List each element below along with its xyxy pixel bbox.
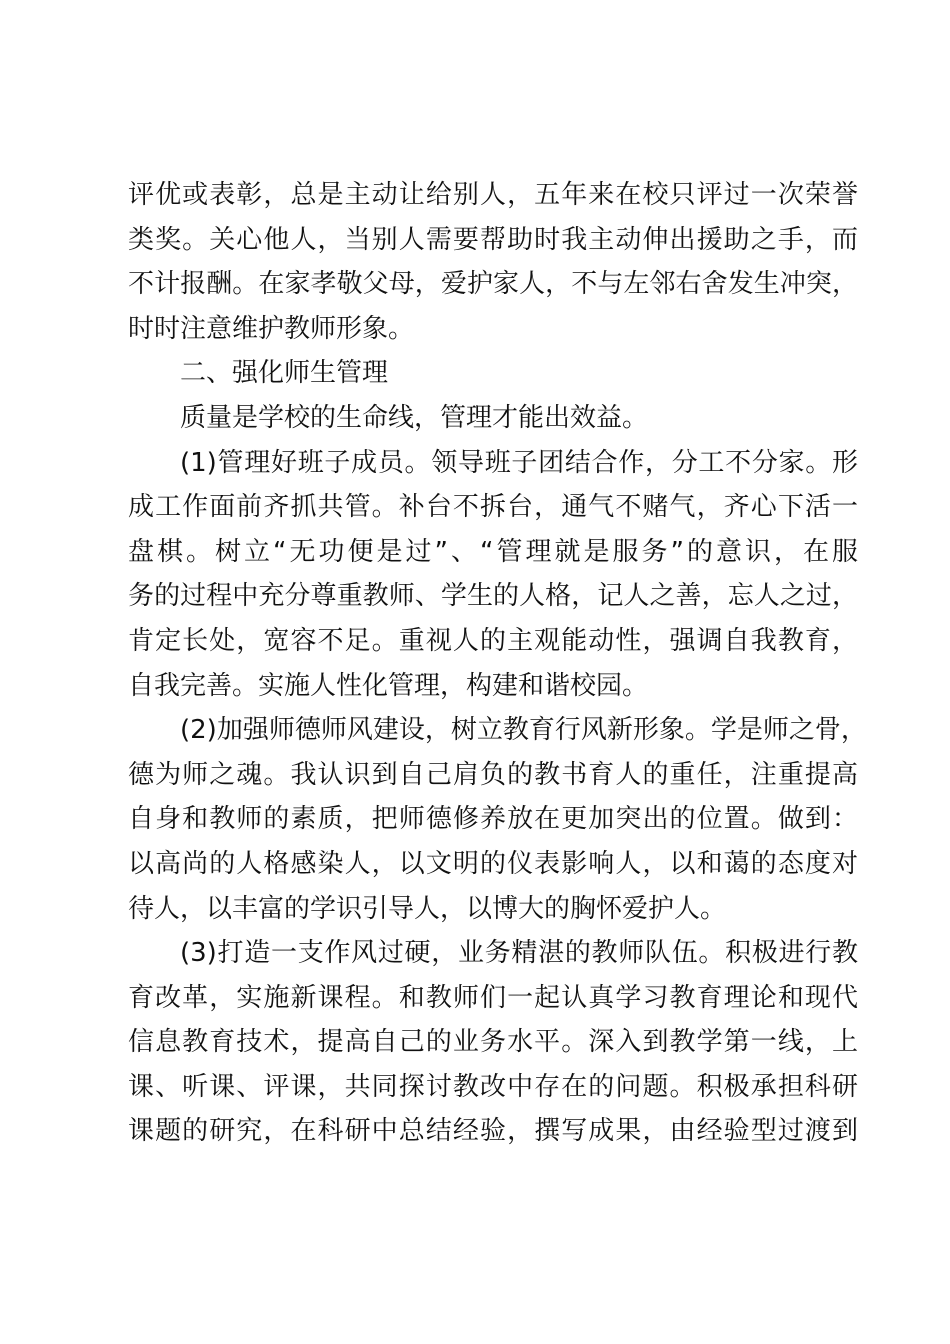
text-line: (2)加强师德师风建设，树立教育行风新形象。学是师之骨， bbox=[180, 715, 867, 746]
text-line: 以高尚的人格感染人，以文明的仪表影响人，以和蔼的态度对 bbox=[128, 848, 858, 879]
text-line: 信息教育技术，提高自己的业务水平。深入到教学第一线，上 bbox=[128, 1027, 858, 1058]
text-line: 育改革，实施新课程。和教师们一起认真学习教育理论和现代 bbox=[128, 982, 858, 1013]
text-line: 时时注意维护教师形象。 bbox=[128, 313, 415, 344]
text-line: 务的过程中充分尊重教师、学生的人格，记人之善，忘人之过， bbox=[128, 581, 858, 612]
text-line: 盘棋。树立“无功便是过”、“管理就是服务”的意识，在服 bbox=[128, 536, 858, 567]
body-text bbox=[128, 173, 867, 1154]
text-line: (1)管理好班子成员。领导班子团结合作，分工不分家。形 bbox=[180, 447, 858, 478]
text-line: 类奖。关心他人，当别人需要帮助时我主动伸出援助之手，而 bbox=[128, 224, 858, 255]
text-line: 成工作面前齐抓共管。补台不拆台，通气不赌气，齐心下活一 bbox=[128, 492, 858, 523]
text-line: 肯定长处，宽容不足。重视人的主观能动性，强调自我教育， bbox=[128, 625, 858, 656]
text-line: 二、强化师生管理 bbox=[180, 358, 389, 389]
text-line: 不计报酬。在家孝敬父母，爱护家人，不与左邻右舍发生冲突， bbox=[128, 269, 858, 300]
text-line: 课、听课、评课，共同探讨教改中存在的问题。积极承担科研 bbox=[128, 1071, 858, 1102]
text-line: 自我完善。实施人性化管理，构建和谐校园。 bbox=[128, 670, 649, 701]
text-line: 评优或表彰，总是主动让给别人，五年来在校只评过一次荣誉 bbox=[128, 180, 858, 210]
text-line: 待人，以丰富的学识引导人，以博大的胸怀爱护人。 bbox=[128, 893, 727, 924]
text-line: 质量是学校的生命线，管理才能出效益。 bbox=[180, 402, 649, 433]
text-line: 课题的研究，在科研中总结经验，撰写成果，由经验型过渡到 bbox=[128, 1116, 858, 1147]
text-line: 德为师之魂。我认识到自己肩负的教书育人的重任，注重提高 bbox=[128, 759, 858, 790]
text-line: (3)打造一支作风过硬，业务精湛的教师队伍。积极进行教 bbox=[180, 938, 858, 969]
text-line: 自身和教师的素质，把师德修养放在更加突出的位置。做到： bbox=[128, 804, 858, 835]
